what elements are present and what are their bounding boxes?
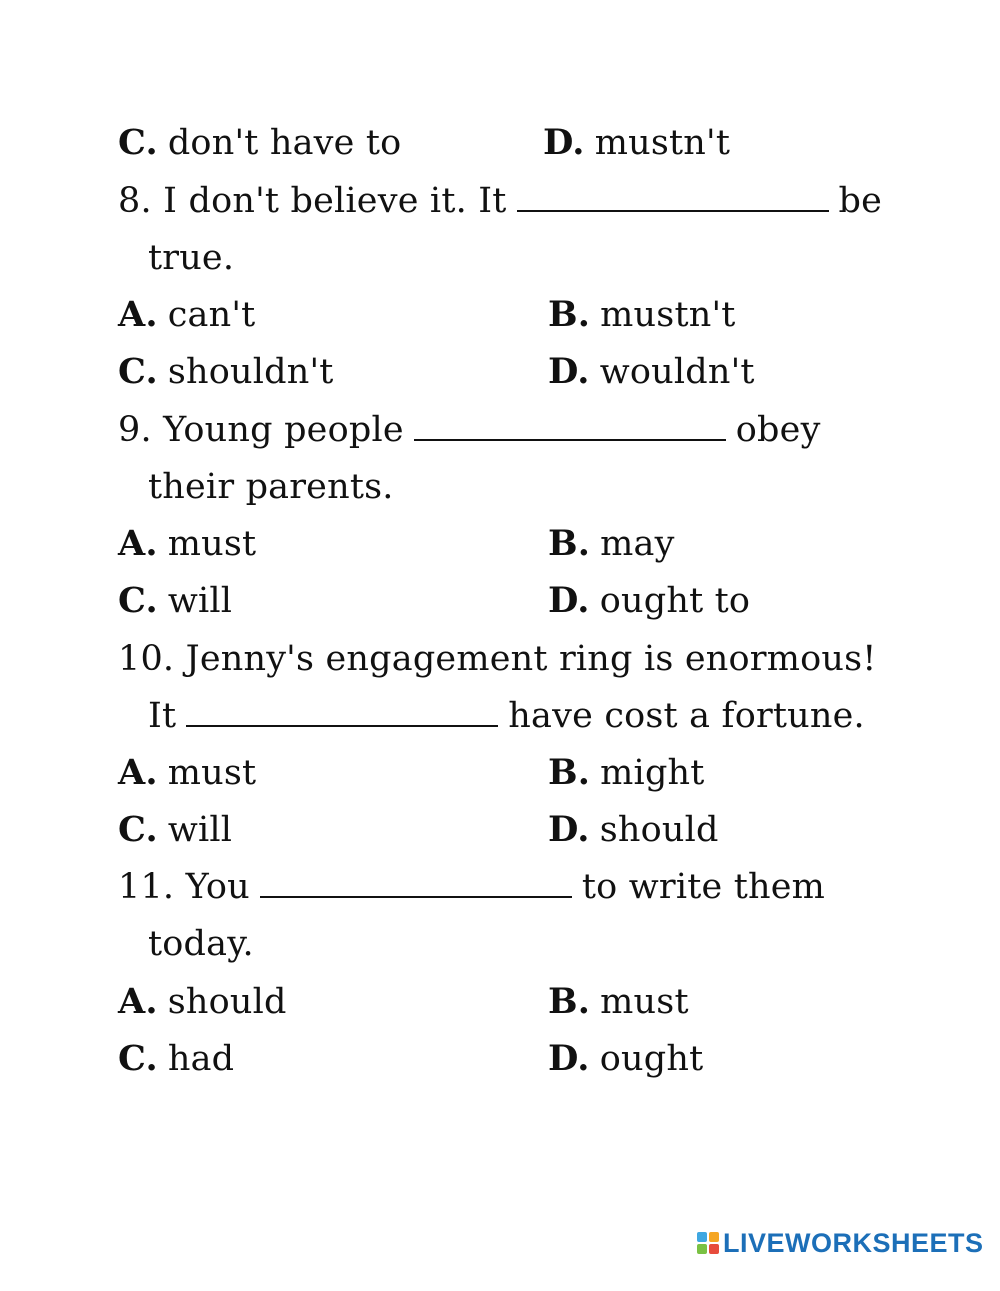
- option-d[interactable]: [548, 579, 750, 623]
- logo-square: [709, 1244, 719, 1254]
- option-d[interactable]: [548, 350, 755, 394]
- logo-text: LIVEWORKSHEETS: [723, 1227, 984, 1258]
- option-letter: D.: [548, 580, 590, 621]
- logo-square: [709, 1232, 719, 1242]
- option-b[interactable]: [548, 293, 736, 337]
- question-text: have cost a fortune.: [508, 696, 865, 736]
- option-text: wouldn't: [599, 352, 755, 392]
- option-letter: B.: [548, 523, 591, 564]
- liveworksheets-logo: [697, 1227, 984, 1259]
- option-c[interactable]: [118, 808, 232, 852]
- option-d[interactable]: [548, 808, 719, 852]
- option-b[interactable]: [548, 751, 705, 795]
- question-8-continuation: true.: [148, 238, 235, 278]
- question-8-stem: [118, 179, 882, 223]
- option-letter: A.: [118, 294, 158, 335]
- option-text: must: [600, 982, 689, 1022]
- option-letter: B.: [548, 294, 591, 335]
- option-letter: A.: [118, 523, 158, 564]
- option-letter: D.: [543, 122, 585, 163]
- question-text: 9. Young people: [118, 410, 404, 450]
- option-a[interactable]: [118, 293, 255, 337]
- question-text: obey: [735, 410, 821, 450]
- option-b[interactable]: [548, 980, 689, 1024]
- option-letter: C.: [118, 122, 158, 163]
- option-text: will: [167, 581, 233, 621]
- question-text: It: [148, 696, 177, 736]
- option-text: don't have to: [167, 123, 402, 163]
- question-11-continuation: today.: [148, 924, 254, 964]
- answer-blank[interactable]: [260, 866, 572, 898]
- answer-blank[interactable]: [517, 180, 829, 212]
- option-a[interactable]: [118, 751, 256, 795]
- question-text: 8. I don't believe it. It: [118, 181, 507, 221]
- question-10-continuation: [148, 694, 865, 738]
- liveworksheets-icon: [697, 1232, 719, 1254]
- answer-blank[interactable]: [414, 409, 726, 441]
- option-d[interactable]: [548, 1037, 703, 1081]
- option-letter: C.: [118, 580, 158, 621]
- option-letter: C.: [118, 1038, 158, 1079]
- option-c[interactable]: [118, 1037, 234, 1081]
- option-letter: C.: [118, 809, 158, 850]
- logo-square: [697, 1232, 707, 1242]
- question-text: to write them: [581, 867, 826, 907]
- option-letter: D.: [548, 809, 590, 850]
- option-text: had: [167, 1039, 235, 1079]
- option-letter: B.: [548, 981, 591, 1022]
- option-d[interactable]: [543, 121, 730, 165]
- option-a[interactable]: [118, 522, 256, 566]
- option-text: ought: [599, 1039, 704, 1079]
- option-text: must: [167, 524, 257, 564]
- option-a[interactable]: [118, 980, 287, 1024]
- option-c[interactable]: [118, 121, 401, 165]
- option-letter: B.: [548, 752, 591, 793]
- option-b[interactable]: [548, 522, 675, 566]
- option-letter: C.: [118, 351, 158, 392]
- option-text: mustn't: [600, 295, 736, 335]
- option-text: ought to: [599, 581, 751, 621]
- option-text: can't: [167, 295, 256, 335]
- option-letter: D.: [548, 351, 590, 392]
- question-11-stem: [118, 865, 825, 909]
- question-text: 11. You: [118, 867, 250, 907]
- option-text: should: [167, 982, 287, 1022]
- question-9-continuation: their parents.: [148, 467, 394, 507]
- option-letter: D.: [548, 1038, 590, 1079]
- logo-square: [697, 1244, 707, 1254]
- question-9-stem: [118, 408, 821, 452]
- option-letter: A.: [118, 752, 158, 793]
- option-c[interactable]: [118, 579, 232, 623]
- option-text: might: [600, 753, 705, 793]
- option-text: must: [167, 753, 257, 793]
- question-text: be: [838, 181, 883, 221]
- option-text: should: [599, 810, 719, 850]
- option-text: will: [167, 810, 233, 850]
- option-text: shouldn't: [167, 352, 334, 392]
- answer-blank[interactable]: [186, 695, 498, 727]
- option-text: mustn't: [594, 123, 731, 163]
- question-10-stem: 10. Jenny's engagement ring is enormous!: [118, 639, 877, 679]
- option-c[interactable]: [118, 350, 334, 394]
- option-text: may: [600, 524, 675, 564]
- option-letter: A.: [118, 981, 158, 1022]
